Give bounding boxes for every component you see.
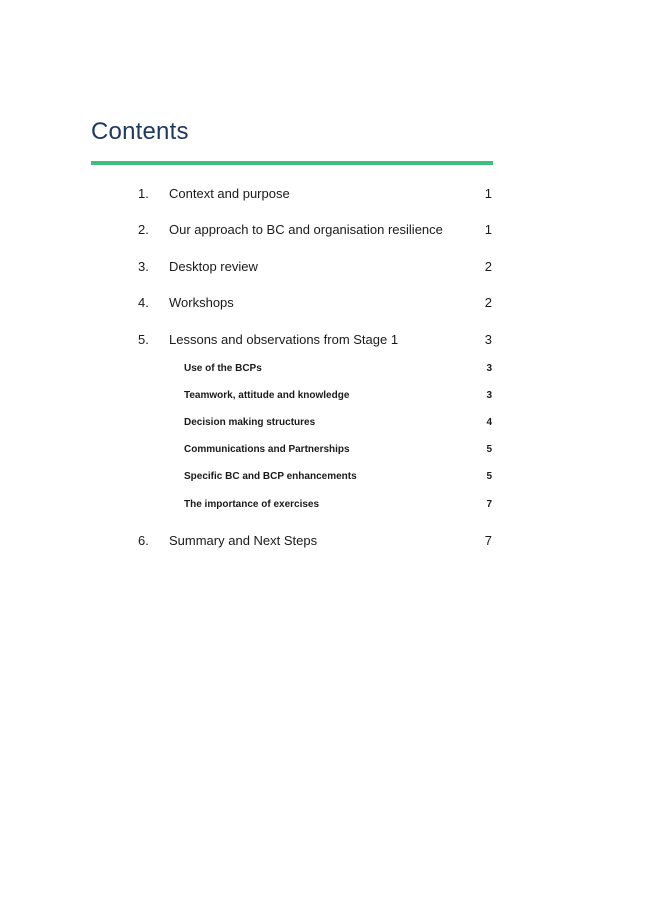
toc-subentry-page: 3 xyxy=(486,363,492,374)
toc-entry-title: Lessons and observations from Stage 1 xyxy=(169,332,399,347)
toc-entry-number: 1. xyxy=(138,186,149,201)
toc-entry-page: 2 xyxy=(484,259,492,274)
toc-entry-number: 2. xyxy=(138,222,149,237)
toc-entry-6[interactable] xyxy=(0,531,645,551)
toc-entry-page: 1 xyxy=(484,222,492,237)
toc-entry-number: 3. xyxy=(138,259,149,274)
toc-subentry-page: 5 xyxy=(486,444,492,455)
toc-subentry-5[interactable] xyxy=(0,469,645,485)
contents-heading: Contents xyxy=(91,118,189,145)
toc-entry-3[interactable] xyxy=(0,257,645,277)
toc-entry-4[interactable] xyxy=(0,293,645,313)
toc-entry-page: 3 xyxy=(484,332,492,347)
toc-subentry-page: 5 xyxy=(486,471,492,482)
toc-subentry-1[interactable] xyxy=(0,361,645,377)
toc-subentry-3[interactable] xyxy=(0,415,645,431)
toc-entry-title: Summary and Next Steps xyxy=(169,533,318,548)
toc-subentry-6[interactable] xyxy=(0,497,645,513)
toc-subentry-title: Specific BC and BCP enhancements xyxy=(184,471,357,482)
toc-entry-title: Desktop review xyxy=(169,259,258,274)
toc-subentry-page: 7 xyxy=(486,499,492,510)
toc-subentry-title: Use of the BCPs xyxy=(184,363,262,374)
toc-subentry-title: Decision making structures xyxy=(184,417,316,428)
toc-subentry-title: Communications and Partnerships xyxy=(184,444,350,455)
heading-underline xyxy=(91,161,493,165)
toc-entry-page: 7 xyxy=(484,533,492,548)
toc-entry-number: 5. xyxy=(138,332,149,347)
toc-entry-page: 1 xyxy=(484,186,492,201)
toc-subentry-4[interactable] xyxy=(0,442,645,458)
toc-subentry-title: The importance of exercises xyxy=(184,499,320,510)
toc-subentry-title: Teamwork, attitude and knowledge xyxy=(184,390,350,401)
toc-entry-2[interactable] xyxy=(0,220,645,240)
toc-entry-title: Our approach to BC and organisation resilience xyxy=(169,222,443,237)
toc-entry-title: Context and purpose xyxy=(169,186,290,201)
toc-entry-title: Workshops xyxy=(169,295,234,310)
toc-subentry-2[interactable] xyxy=(0,388,645,404)
toc-entry-1[interactable] xyxy=(0,184,645,204)
toc-entry-page: 2 xyxy=(484,295,492,310)
toc-entry-number: 6. xyxy=(138,533,149,548)
toc-subentry-page: 3 xyxy=(486,390,492,401)
toc-entry-5[interactable] xyxy=(0,330,645,350)
toc-subentry-page: 4 xyxy=(486,417,492,428)
toc-entry-number: 4. xyxy=(138,295,149,310)
